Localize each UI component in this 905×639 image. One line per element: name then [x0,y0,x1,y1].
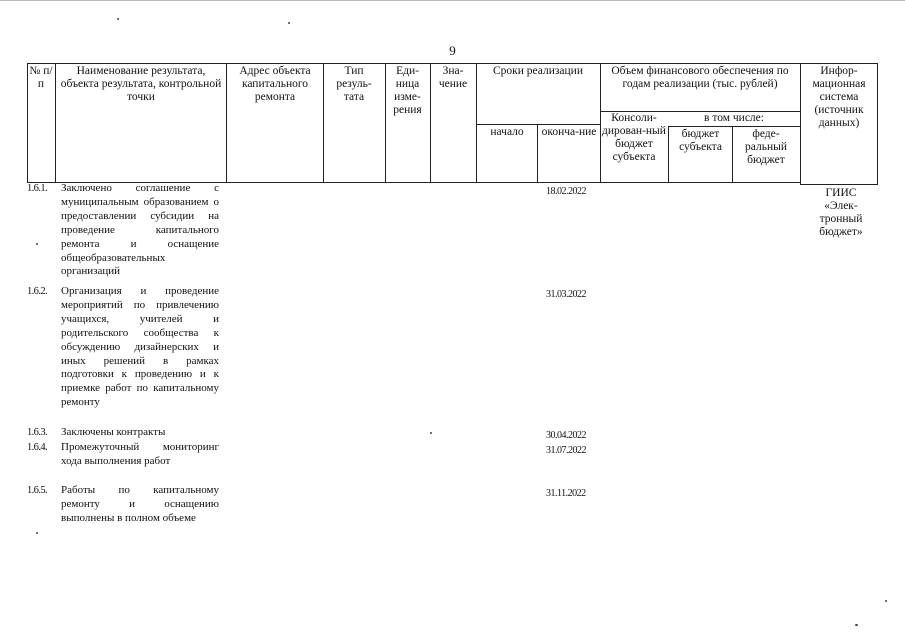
rule [27,63,877,64]
rule [323,63,324,183]
row-number: 1.6.2. [27,286,48,297]
rule [668,126,669,183]
header-info-system: Инфор-мационная система (источник данных) [812,65,866,129]
scan-speck [430,432,432,434]
header-name: Наименование результата, объекта результата, контрольной точки [60,65,222,103]
header-start: начало [490,126,524,138]
rule [476,63,477,183]
header-terms: Сроки реализации [493,65,583,77]
rule [226,63,227,183]
scan-speck [36,532,38,534]
header-subject-budget: бюджет субъекта [679,128,722,153]
rule [800,184,877,185]
header-finance: Объем финансового обеспечения по годам реализации (тыс. рублей) [611,65,789,90]
row-number: 1.6.5. [27,485,48,496]
row-name: Промежуточный мониторинг хода выполнения работ [61,441,219,467]
rule [668,126,800,127]
row-number: 1.6.1. [27,183,48,194]
page-number: 9 [449,43,456,58]
header-unit: Еди-ница изме-рения [393,65,422,116]
scan-speck [36,243,38,245]
rule [55,63,56,183]
scan-speck [885,600,887,602]
scan-speck [855,624,858,626]
header-num: № п/п [29,65,53,90]
row-end-date: 31.07.2022 [546,445,586,456]
header-value: Зна-чение [438,65,468,90]
header-including: в том числе: [704,112,764,124]
row-name: Организация и проведение мероприятий по привлечению учащихся, учителей и родительского сообщества к обсуждению дизайнерских и иных решений в рамках подготовки к проведению и к приемке работ по капитальному ремонту [61,285,219,409]
row-name: Заключено соглашение с муниципальным образованием о предоставлении субсидии на проведение капитального ремонта и оснащение общеобразовательных организаций [61,182,219,278]
rule [537,124,538,183]
table-header [0,0,905,186]
rule [800,63,801,185]
row-name: Работы по капитальному ремонту и оснащению выполнены в полном объеме [61,484,219,524]
row-name: Заключены контракты [61,426,166,438]
row-end-date: 31.11.2022 [546,488,586,499]
row-end-date: 18.02.2022 [546,186,586,197]
rule [476,124,600,125]
header-federal-budget: феде-ральный бюджет [745,128,787,166]
header-consolidated: Консоли-дирован-ный бюджет субъекта [602,112,666,163]
row-end-date: 31.03.2022 [546,289,586,300]
rule [877,63,878,185]
rule [430,63,431,183]
row-number: 1.6.3. [27,427,48,438]
row-number: 1.6.4. [27,442,48,453]
rule [732,126,733,183]
header-end: оконча-ние [541,126,597,138]
header-type: Тип резуль-тата [336,65,372,103]
info-system-value: ГИИС «Элек-тронный бюджет» [819,187,863,238]
header-address: Адрес объекта капитального ремонта [239,65,311,103]
row-end-date: 30.04.2022 [546,430,586,441]
